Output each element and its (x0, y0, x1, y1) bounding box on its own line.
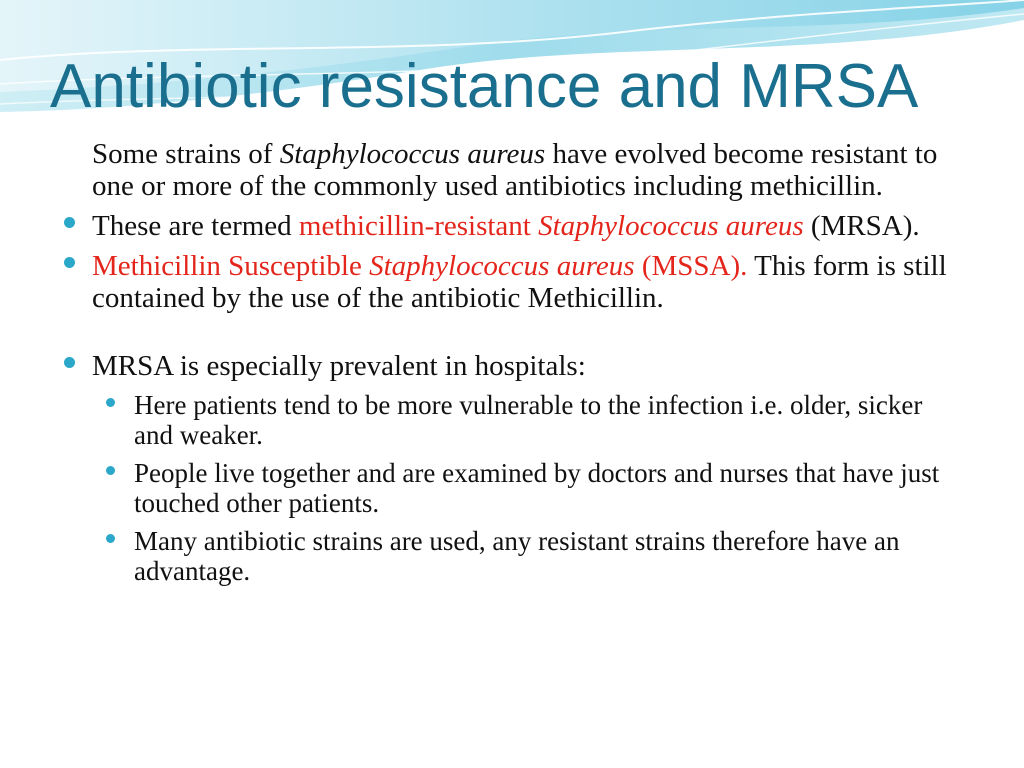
intro-text-1: Some strains of (92, 138, 280, 170)
sub-bullet-together (62, 458, 962, 518)
bullet-hospitals-text: MRSA is especially prevalent in hospitals: (92, 350, 586, 382)
bullet-mrsa-period: . (912, 210, 920, 242)
sub-bullet-antibiotics (62, 526, 962, 586)
sub-bullet-icon (106, 526, 134, 556)
sub-bullet-text: People live together and are examined by doctors and nurses that have just touched other patients. (134, 458, 940, 518)
sub-bullet-icon (106, 458, 134, 488)
bullet-mrsa-term (62, 210, 962, 242)
bullet-mssa-species: Staphylococcus aureus (369, 250, 635, 282)
bullet-hospitals (62, 350, 962, 382)
bullet-mrsa-species: Staphylococcus aureus (538, 210, 804, 242)
intro-text-2: have evolved become resistant to one or more of the commonly used antibiotics including methicillin. (92, 138, 938, 202)
bullet-mrsa-abbrev: (MRSA) (803, 210, 913, 242)
sub-bullet-vulnerable (62, 390, 962, 450)
intro-paragraph (62, 138, 962, 202)
spacer (62, 322, 962, 350)
slide-title: Antibiotic resistance and MRSA (50, 52, 919, 121)
bullet-icon (62, 350, 92, 382)
sub-bullet-icon (106, 390, 134, 420)
bullet-mssa-abbrev: (MSSA). (634, 250, 748, 282)
intro-species-name: Staphylococcus aureus (279, 138, 546, 170)
bullet-mssa-text-1: Methicillin Susceptible (92, 250, 370, 282)
slide-body (62, 138, 962, 594)
bullet-mrsa-highlight-1: methicillin-resistant (298, 210, 539, 242)
bullet-icon (62, 210, 92, 242)
bullet-icon (62, 250, 92, 282)
bullet-mssa (62, 250, 962, 314)
sub-bullet-text: Here patients tend to be more vulnerable to the infection i.e. older, sicker and weaker. (134, 390, 923, 450)
bullet-mssa-text-2: This form is still contained by the use of the antibiotic Methicillin. (92, 250, 947, 314)
bullet-mrsa-text-1: These are termed (92, 210, 299, 242)
sub-bullet-text: Many antibiotic strains are used, any resistant strains therefore have an advantage. (134, 526, 900, 586)
